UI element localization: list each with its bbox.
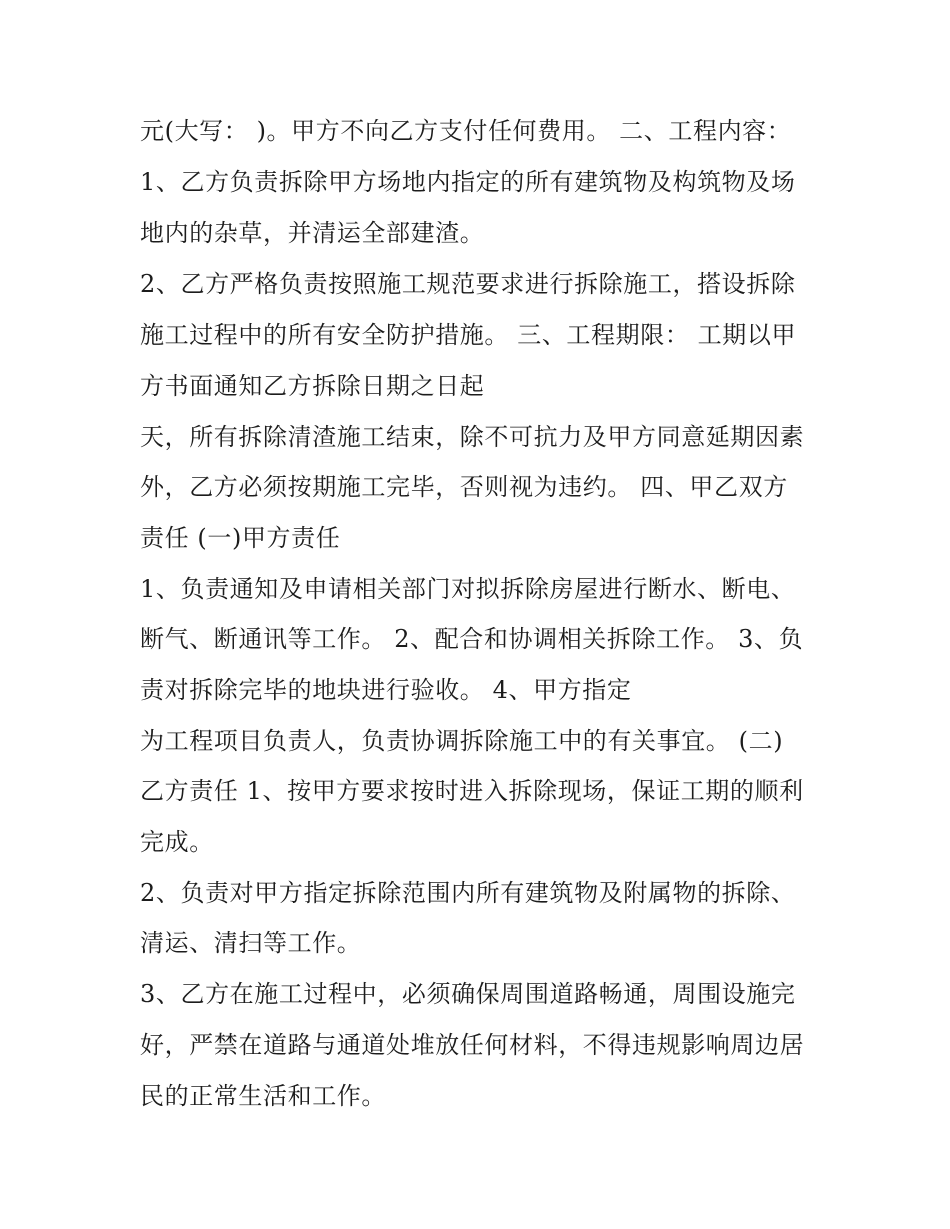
text-line: 地内的杂草，并清运全部建渣。 <box>140 219 485 247</box>
text-line: 天，所有拆除清渣施工结束，除不可抗力及甲方同意延期因素 <box>140 423 805 451</box>
text-line: 乙方责任 1、按甲方要求按时进入拆除现场，保证工期的顺利 <box>140 777 804 805</box>
text-line: 责对拆除完毕的地块进行验收。 4、甲方指定 <box>140 676 632 704</box>
text-line: 民的正常生活和工作。 <box>140 1082 386 1110</box>
text-line: 2、负责对甲方指定拆除范围内所有建筑物及附属物的拆除、 <box>140 879 796 907</box>
text-line: 2、乙方严格负责按照施工规范要求进行拆除施工，搭设拆除 <box>140 270 796 298</box>
text-line: 责任 (一)甲方责任 <box>140 524 341 552</box>
text-line: 好，严禁在道路与通道处堆放任何材料，不得违规影响周边居 <box>140 1031 805 1059</box>
text-line: 1、负责通知及申请相关部门对拟拆除房屋进行断水、断电、 <box>140 575 796 603</box>
text-line: 清运、清扫等工作。 <box>140 929 362 957</box>
text-line: 方书面通知乙方拆除日期之日起 <box>140 372 485 400</box>
text-line: 断气、断通讯等工作。 2、配合和协调相关拆除工作。 3、负 <box>140 625 804 653</box>
text-line: 元(大写： )。甲方不向乙方支付任何费用。 二、工程内容： <box>140 117 792 145</box>
text-line: 完成。 <box>140 828 214 856</box>
text-line: 3、乙方在施工过程中，必须确保周围道路畅通，周围设施完 <box>140 980 796 1008</box>
text-line: 外，乙方必须按期施工完毕，否则视为违约。 四、甲乙双方 <box>140 473 788 501</box>
text-line: 为工程项目负责人，负责协调拆除施工中的有关事宜。 (二) <box>140 727 784 755</box>
text-line: 1、乙方负责拆除甲方场地内指定的所有建筑物及构筑物及场 <box>140 168 796 196</box>
text-line: 施工过程中的所有安全防护措施。 三、工程期限： 工期以甲 <box>140 321 797 349</box>
